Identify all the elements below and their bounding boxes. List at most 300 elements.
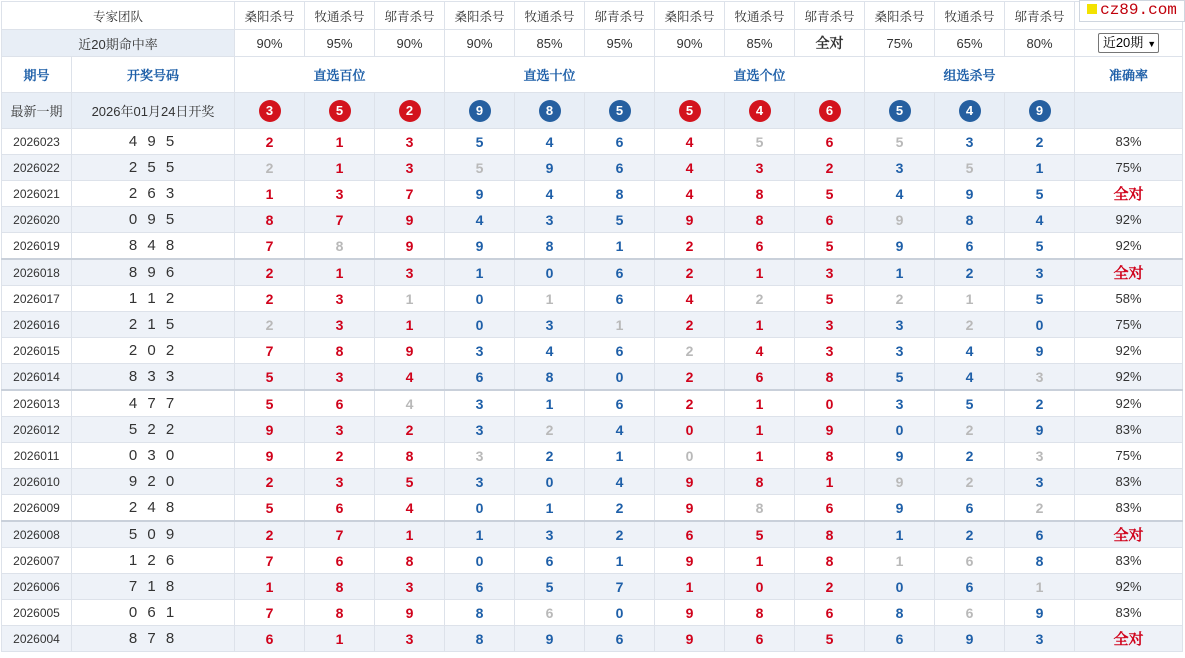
kill-number: 7: [235, 338, 305, 364]
kill-number: 1: [375, 312, 445, 338]
kill-number: 2: [515, 417, 585, 443]
kill-number: 1: [1005, 155, 1075, 181]
accuracy-value: 75%: [1075, 155, 1183, 181]
kill-number: 3: [795, 338, 865, 364]
kill-number: 1: [795, 469, 865, 495]
issue-number: 2026005: [2, 600, 72, 626]
accuracy-value: 全对: [1075, 626, 1183, 652]
expert-name[interactable]: 桑阳杀号: [235, 2, 305, 30]
draw-number: 0 9 5: [72, 207, 235, 233]
kill-number: 5: [725, 521, 795, 548]
kill-number: 1: [375, 521, 445, 548]
kill-number: 5: [445, 129, 515, 155]
kill-number: 4: [865, 181, 935, 207]
kill-number: 0: [655, 417, 725, 443]
kill-number: 2: [655, 364, 725, 391]
kill-number: 5: [445, 155, 515, 181]
kill-number: 2: [585, 521, 655, 548]
kill-number: 0: [515, 259, 585, 286]
draw-number: 5 2 2: [72, 417, 235, 443]
accuracy-value: 92%: [1075, 207, 1183, 233]
number-ball: 5: [609, 100, 631, 122]
rate-value: 75%: [865, 30, 935, 57]
kill-number: 6: [865, 626, 935, 652]
kill-number: 5: [865, 129, 935, 155]
kill-number: 1: [445, 259, 515, 286]
kill-number: 3: [865, 155, 935, 181]
draw-number: 0 6 1: [72, 600, 235, 626]
kill-number: 2: [795, 155, 865, 181]
issue-number: 2026013: [2, 390, 72, 417]
kill-number: 6: [515, 548, 585, 574]
logo-text: cz89.com: [1100, 1, 1177, 19]
kill-number: 4: [655, 129, 725, 155]
table-row: [2, 338, 1183, 364]
kill-number: 2: [655, 338, 725, 364]
table-row: [2, 312, 1183, 338]
kill-number: 4: [585, 417, 655, 443]
table-row: [2, 233, 1183, 260]
kill-number: 4: [655, 286, 725, 312]
draw-number: 2 1 5: [72, 312, 235, 338]
number-ball: 5: [889, 100, 911, 122]
kill-number: 1: [515, 495, 585, 522]
kill-number: 9: [375, 207, 445, 233]
draw-number: 4 9 5: [72, 129, 235, 155]
latest-ball-cell: [655, 93, 725, 129]
accuracy-value: 92%: [1075, 233, 1183, 260]
kill-number: 4: [515, 338, 585, 364]
expert-name[interactable]: 邬青杀号: [1005, 2, 1075, 30]
kill-number: 3: [445, 469, 515, 495]
kill-number: 9: [935, 181, 1005, 207]
kill-number: 5: [235, 495, 305, 522]
kill-number: 9: [235, 417, 305, 443]
issue-number: 2026017: [2, 286, 72, 312]
kill-number: 6: [515, 600, 585, 626]
accuracy-value: 83%: [1075, 495, 1183, 522]
kill-number: 3: [725, 155, 795, 181]
kill-number: 1: [1005, 574, 1075, 600]
issue-header: 期号: [2, 57, 72, 93]
kill-number: 3: [375, 574, 445, 600]
table-row: [2, 600, 1183, 626]
rate-value: 90%: [445, 30, 515, 57]
kill-number: 7: [235, 600, 305, 626]
kill-number: 9: [445, 181, 515, 207]
kill-number: 3: [445, 390, 515, 417]
accuracy-value: 83%: [1075, 417, 1183, 443]
kill-number: 8: [725, 600, 795, 626]
kill-number: 4: [725, 338, 795, 364]
kill-number: 2: [235, 259, 305, 286]
kill-number: 1: [515, 390, 585, 417]
chevron-down-icon: ▼: [1147, 39, 1157, 49]
accuracy-value: 83%: [1075, 129, 1183, 155]
draw-number: 4 7 7: [72, 390, 235, 417]
kill-number: 6: [305, 495, 375, 522]
kill-number: 5: [235, 364, 305, 391]
latest-ball-cell: [305, 93, 375, 129]
kill-number: 8: [795, 548, 865, 574]
kill-number: 0: [725, 574, 795, 600]
kill-number: 8: [445, 600, 515, 626]
number-ball: 8: [539, 100, 561, 122]
kill-number: 2: [655, 312, 725, 338]
rate-value: 90%: [655, 30, 725, 57]
latest-accuracy-cell: [1075, 93, 1183, 129]
kill-number: 9: [445, 233, 515, 260]
kill-number: 9: [515, 155, 585, 181]
kill-number: 3: [795, 259, 865, 286]
accuracy-value: 75%: [1075, 312, 1183, 338]
latest-ball-cell: [795, 93, 865, 129]
logo-square-icon: [1087, 4, 1097, 14]
kill-number: 0: [585, 364, 655, 391]
kill-number: 1: [375, 286, 445, 312]
kill-number: 9: [655, 469, 725, 495]
kill-number: 5: [865, 364, 935, 391]
kill-number: 0: [865, 574, 935, 600]
number-ball: 4: [959, 100, 981, 122]
latest-ball-cell: [585, 93, 655, 129]
accuracy-value: 83%: [1075, 600, 1183, 626]
accuracy-value: 全对: [1075, 181, 1183, 207]
kill-number: 3: [375, 129, 445, 155]
kill-number: 5: [1005, 233, 1075, 260]
kill-number: 4: [375, 495, 445, 522]
latest-ball-cell: [1005, 93, 1075, 129]
table-row: [2, 129, 1183, 155]
kill-number: 8: [375, 548, 445, 574]
kill-number: 2: [935, 417, 1005, 443]
rate-value: 90%: [375, 30, 445, 57]
kill-number: 2: [795, 574, 865, 600]
issue-number: 2026004: [2, 626, 72, 652]
table-row: [2, 390, 1183, 417]
kill-number: 3: [305, 364, 375, 391]
kill-number: 7: [375, 181, 445, 207]
kill-number: 2: [1005, 390, 1075, 417]
number-ball: 3: [259, 100, 281, 122]
group-header-units: 直选个位: [655, 57, 865, 93]
number-ball: 5: [329, 100, 351, 122]
kill-number: 4: [375, 364, 445, 391]
draw-number: 8 4 8: [72, 233, 235, 260]
number-ball: 2: [399, 100, 421, 122]
kill-number: 2: [515, 443, 585, 469]
kill-number: 0: [655, 443, 725, 469]
kill-number: 2: [865, 286, 935, 312]
kill-number: 3: [445, 443, 515, 469]
expert-name[interactable]: 桑阳杀号: [445, 2, 515, 30]
expert-name[interactable]: 邬青杀号: [795, 2, 865, 30]
kill-number: 5: [235, 390, 305, 417]
table-row: [2, 207, 1183, 233]
kill-number: 5: [515, 574, 585, 600]
expert-name[interactable]: 牧通杀号: [515, 2, 585, 30]
latest-ball-cell: [375, 93, 445, 129]
kill-number: 3: [305, 286, 375, 312]
kill-number: 4: [445, 207, 515, 233]
kill-number: 1: [725, 548, 795, 574]
expert-name[interactable]: 牧通杀号: [305, 2, 375, 30]
kill-number: 1: [725, 390, 795, 417]
kill-number: 2: [235, 312, 305, 338]
kill-number: 4: [375, 390, 445, 417]
kill-number: 5: [725, 129, 795, 155]
accuracy-value: 92%: [1075, 364, 1183, 391]
kill-number: 3: [935, 129, 1005, 155]
kill-number: 4: [935, 364, 1005, 391]
kill-number: 3: [795, 312, 865, 338]
kill-number: 1: [725, 417, 795, 443]
expert-header-row: [2, 2, 1183, 30]
rate-value: 全对: [795, 30, 865, 57]
kill-number: 6: [1005, 521, 1075, 548]
draw-header: 开奖号码: [72, 57, 235, 93]
kill-number: 7: [235, 233, 305, 260]
kill-number: 1: [305, 626, 375, 652]
kill-number: 0: [795, 390, 865, 417]
rate-value: 95%: [585, 30, 655, 57]
accuracy-value: 58%: [1075, 286, 1183, 312]
kill-number: 2: [235, 286, 305, 312]
kill-number: 6: [935, 600, 1005, 626]
kill-number: 6: [585, 626, 655, 652]
kill-number: 8: [445, 626, 515, 652]
period-select[interactable]: [1098, 33, 1159, 53]
rate-label: 近20期命中率: [2, 30, 235, 57]
expert-name[interactable]: 牧通杀号: [935, 2, 1005, 30]
latest-ball-cell: [865, 93, 935, 129]
expert-name[interactable]: 邬青杀号: [375, 2, 445, 30]
table-row: [2, 574, 1183, 600]
kill-number: 1: [585, 443, 655, 469]
kill-number: 1: [655, 574, 725, 600]
kill-number: 1: [515, 286, 585, 312]
kill-number: 2: [375, 417, 445, 443]
expert-name[interactable]: 桑阳杀号: [865, 2, 935, 30]
kill-number: 6: [795, 207, 865, 233]
kill-number: 6: [585, 155, 655, 181]
kill-number: 9: [865, 495, 935, 522]
kill-number: 2: [655, 233, 725, 260]
kill-number: 6: [305, 548, 375, 574]
kill-number: 0: [1005, 312, 1075, 338]
rate-value: 85%: [725, 30, 795, 57]
kill-number: 9: [655, 626, 725, 652]
kill-number: 8: [305, 600, 375, 626]
draw-number: 1 1 2: [72, 286, 235, 312]
kill-number: 4: [935, 338, 1005, 364]
kill-number: 6: [585, 259, 655, 286]
draw-number: 9 2 0: [72, 469, 235, 495]
kill-number: 9: [795, 417, 865, 443]
draw-number: 7 1 8: [72, 574, 235, 600]
kill-number: 9: [655, 600, 725, 626]
kill-number: 4: [585, 469, 655, 495]
draw-number: 5 0 9: [72, 521, 235, 548]
kill-number: 1: [305, 129, 375, 155]
table-row: [2, 364, 1183, 391]
kill-number: 3: [1005, 626, 1075, 652]
kill-number: 3: [515, 312, 585, 338]
latest-label: 最新一期: [2, 93, 72, 129]
latest-ball-cell: [235, 93, 305, 129]
accuracy-value: 全对: [1075, 521, 1183, 548]
kill-number-table: [1, 1, 1183, 652]
kill-number: 9: [515, 626, 585, 652]
kill-number: 5: [935, 155, 1005, 181]
expert-name[interactable]: 桑阳杀号: [655, 2, 725, 30]
rate-value: 85%: [515, 30, 585, 57]
kill-number: 2: [305, 443, 375, 469]
draw-number: 2 4 8: [72, 495, 235, 522]
number-ball: 4: [749, 100, 771, 122]
draw-number: 8 3 3: [72, 364, 235, 391]
kill-number: 8: [725, 181, 795, 207]
draw-number: 2 6 3: [72, 181, 235, 207]
kill-number: 1: [585, 312, 655, 338]
kill-number: 5: [795, 286, 865, 312]
site-logo[interactable]: [1079, 0, 1185, 22]
kill-number: 2: [1005, 495, 1075, 522]
rate-value: 65%: [935, 30, 1005, 57]
issue-number: 2026016: [2, 312, 72, 338]
issue-number: 2026014: [2, 364, 72, 391]
kill-number: 1: [865, 259, 935, 286]
kill-number: 3: [375, 259, 445, 286]
kill-number: 6: [585, 286, 655, 312]
kill-number: 3: [305, 469, 375, 495]
period-select-cell: [1075, 30, 1183, 57]
kill-number: 8: [795, 521, 865, 548]
kill-number: 8: [865, 600, 935, 626]
latest-ball-cell: [445, 93, 515, 129]
rate-value: 95%: [305, 30, 375, 57]
kill-number: 7: [305, 521, 375, 548]
kill-number: 5: [1005, 286, 1075, 312]
kill-number: 2: [935, 469, 1005, 495]
table-row: [2, 259, 1183, 286]
kill-number: 1: [725, 312, 795, 338]
kill-number: 6: [935, 548, 1005, 574]
group-header-hundreds: 直选百位: [235, 57, 445, 93]
kill-number: 8: [305, 574, 375, 600]
kill-number: 9: [655, 495, 725, 522]
kill-number: 3: [305, 417, 375, 443]
accuracy-value: 92%: [1075, 574, 1183, 600]
kill-number: 2: [935, 259, 1005, 286]
team-label: 专家团队: [2, 2, 235, 30]
kill-number: 3: [865, 312, 935, 338]
rate-value: 80%: [1005, 30, 1075, 57]
kill-number: 1: [865, 548, 935, 574]
kill-number: 3: [1005, 259, 1075, 286]
kill-number: 4: [515, 181, 585, 207]
period-select-value: 近20期: [1102, 35, 1144, 50]
expert-name[interactable]: 邬青杀号: [585, 2, 655, 30]
kill-number: 3: [305, 312, 375, 338]
kill-number: 2: [935, 312, 1005, 338]
issue-number: 2026007: [2, 548, 72, 574]
kill-number: 2: [1005, 129, 1075, 155]
kill-number: 1: [725, 259, 795, 286]
kill-number: 6: [795, 129, 865, 155]
kill-number: 6: [585, 129, 655, 155]
draw-number: 2 5 5: [72, 155, 235, 181]
kill-number: 8: [375, 443, 445, 469]
number-ball: 9: [469, 100, 491, 122]
kill-number: 0: [445, 286, 515, 312]
accuracy-value: 92%: [1075, 390, 1183, 417]
draw-number: 8 7 8: [72, 626, 235, 652]
kill-number: 9: [375, 233, 445, 260]
kill-number: 8: [1005, 548, 1075, 574]
kill-number: 5: [375, 469, 445, 495]
kill-number: 6: [235, 626, 305, 652]
kill-number: 5: [935, 390, 1005, 417]
kill-number: 4: [515, 129, 585, 155]
issue-number: 2026008: [2, 521, 72, 548]
latest-ball-cell: [515, 93, 585, 129]
kill-number: 6: [585, 338, 655, 364]
kill-number: 6: [655, 521, 725, 548]
kill-number: 5: [585, 207, 655, 233]
kill-number: 6: [725, 626, 795, 652]
kill-number: 1: [305, 259, 375, 286]
table-row: [2, 286, 1183, 312]
kill-number: 6: [725, 364, 795, 391]
draw-number: 0 3 0: [72, 443, 235, 469]
group-header-group-kill: 组选杀号: [865, 57, 1075, 93]
kill-number: 5: [1005, 181, 1075, 207]
draw-number: 2 0 2: [72, 338, 235, 364]
kill-number: 2: [655, 259, 725, 286]
kill-number: 2: [235, 129, 305, 155]
kill-number: 3: [305, 181, 375, 207]
kill-number: 9: [935, 626, 1005, 652]
kill-number: 6: [725, 233, 795, 260]
kill-number: 4: [1005, 207, 1075, 233]
rate-value: 90%: [235, 30, 305, 57]
kill-number: 2: [235, 155, 305, 181]
draw-number: 1 2 6: [72, 548, 235, 574]
kill-number: 8: [585, 181, 655, 207]
table-row: [2, 443, 1183, 469]
latest-ball-cell: [725, 93, 795, 129]
table-row: [2, 469, 1183, 495]
number-ball: 9: [1029, 100, 1051, 122]
expert-name[interactable]: 牧通杀号: [725, 2, 795, 30]
kill-number: 7: [585, 574, 655, 600]
latest-ball-cell: [935, 93, 1005, 129]
latest-date: 2026年01月24日开奖: [72, 93, 235, 129]
group-header-tens: 直选十位: [445, 57, 655, 93]
kill-number: 0: [515, 469, 585, 495]
kill-number: 3: [445, 417, 515, 443]
kill-number: 3: [865, 390, 935, 417]
kill-number: 4: [655, 155, 725, 181]
kill-number: 8: [935, 207, 1005, 233]
kill-number: 8: [795, 443, 865, 469]
kill-number: 2: [725, 286, 795, 312]
kill-number: 9: [235, 443, 305, 469]
issue-number: 2026022: [2, 155, 72, 181]
kill-number: 6: [585, 390, 655, 417]
accuracy-value: 全对: [1075, 259, 1183, 286]
